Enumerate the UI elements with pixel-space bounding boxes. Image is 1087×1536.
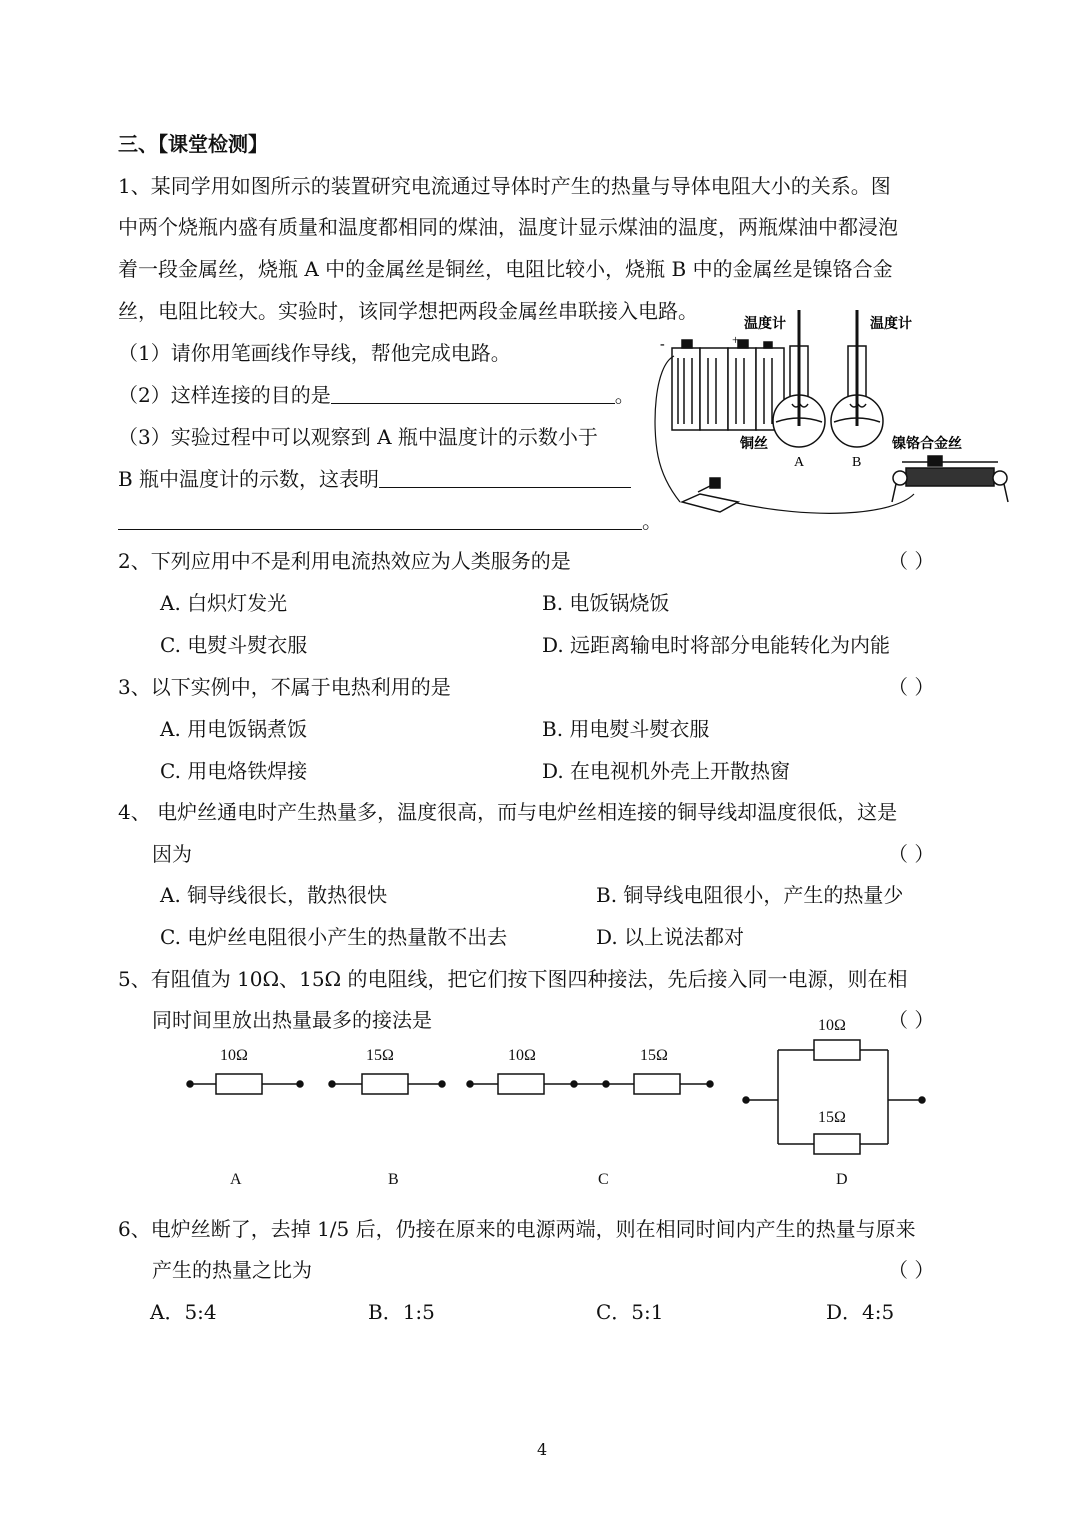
q1-sub-3a: （3）实验过程中可以观察到 A 瓶中温度计的示数小于 xyxy=(118,425,598,449)
q3-option-d[interactable]: D. 在电视机外壳上开散热窗 xyxy=(542,759,791,783)
q3-answer-paren[interactable]: （ ） xyxy=(888,675,935,699)
q4-option-a[interactable]: A. 铜导线很长，散热很快 xyxy=(160,883,388,907)
circuit-b xyxy=(329,1074,445,1094)
q4-option-c[interactable]: C. 电炉丝电阻很小产生的热量散不出去 xyxy=(160,925,508,949)
battery-minus-label: - xyxy=(660,337,665,352)
q3-option-b[interactable]: B. 用电熨斗熨衣服 xyxy=(542,717,710,741)
battery-icon xyxy=(672,340,784,430)
q5-circuits-figure xyxy=(170,1010,950,1195)
q5-stem-line-1: 5、有阻值为 10Ω、15Ω 的电阻线，把它们按下图四种接法，先后接入同一电源，则在相 xyxy=(118,967,908,991)
circuit-d-label: D xyxy=(836,1171,848,1188)
q6-stem-line-1: 6、电炉丝断了，去掉 1/5 后，仍接在原来的电源两端，则在相同时间内产生的热量与原来 xyxy=(118,1217,916,1241)
q1-sub-2-end: 。 xyxy=(614,383,635,407)
circuit-a-label: A xyxy=(230,1171,242,1188)
q2-option-a[interactable]: A. 白炽灯发光 xyxy=(160,591,288,615)
circuit-a xyxy=(187,1074,303,1094)
q6-answer-paren[interactable]: （ ） xyxy=(888,1258,935,1282)
q2-option-b[interactable]: B. 电饭锅烧饭 xyxy=(542,591,670,615)
q5-answer-paren[interactable]: （ ） xyxy=(888,1008,935,1032)
circuit-c xyxy=(467,1074,713,1094)
circuit-c-resistor-2-label: 15Ω xyxy=(640,1047,668,1064)
circuit-d-resistor-1-label: 10Ω xyxy=(818,1017,846,1034)
rheostat-icon xyxy=(892,456,1008,502)
q1-sub-2-text: （2）这样连接的目的是 xyxy=(118,383,331,407)
q6-option-b[interactable]: B．1:5 xyxy=(368,1300,435,1324)
battery-plus-label: + xyxy=(732,332,740,347)
wire-bottom xyxy=(732,494,914,513)
q4-stem-line-1: 4、 电炉丝通电时产生热量多，温度很高，而与电炉丝相连接的铜导线却温度很低，这是 xyxy=(118,800,898,824)
q1-sub-3b-text: B 瓶中温度计的示数，这表明 xyxy=(118,467,380,491)
copper-wire-label: 铜丝 xyxy=(740,437,768,452)
q4-option-b[interactable]: B. 铜导线电阻很小，产生的热量少 xyxy=(596,883,904,907)
section-title: 三、【课堂检测】 xyxy=(118,132,268,156)
circuit-c-label: C xyxy=(598,1171,609,1188)
q1-apparatus-figure xyxy=(652,306,1014,528)
q1-sub-3-end: 。 xyxy=(642,509,662,533)
q1-line-4: 丝，电阻比较大。实验时，该同学想把两段金属丝串联接入电路。 xyxy=(118,299,698,323)
circuit-b-resistor-label: 15Ω xyxy=(366,1047,394,1064)
q3-stem: 3、以下实例中，不属于电热利用的是 xyxy=(118,675,451,699)
q1-line-1: 1、某同学用如图所示的装置研究电流通过导体时产生的热量与导体电阻大小的关系。图 xyxy=(118,174,891,198)
flask-b-label: B xyxy=(852,455,862,470)
q2-answer-paren[interactable]: （ ） xyxy=(888,549,935,573)
circuit-d-resistor-2-label: 15Ω xyxy=(818,1109,846,1126)
q2-option-d[interactable]: D. 远距离输电时将部分电能转化为内能 xyxy=(542,633,891,657)
thermometer-left-label: 温度计 xyxy=(744,317,786,332)
q1-answer-blank-3a[interactable] xyxy=(379,467,631,488)
q1-line-3: 着一段金属丝，烧瓶 A 中的金属丝是铜丝，电阻比较小，烧瓶 B 中的金属丝是镍铬合金 xyxy=(118,257,893,281)
circuit-b-label: B xyxy=(388,1171,399,1188)
circuit-d xyxy=(743,1040,925,1154)
switch-icon xyxy=(682,478,738,512)
q6-stem-line-2: 产生的热量之比为 xyxy=(152,1258,312,1282)
q1-line-2: 中两个烧瓶内盛有质量和温度都相同的煤油，温度计显示煤油的温度，两瓶煤油中都浸泡 xyxy=(118,215,898,239)
q3-option-a[interactable]: A. 用电饭锅煮饭 xyxy=(160,717,308,741)
q6-option-a[interactable]: A．5:4 xyxy=(150,1300,217,1324)
q1-sub-3b xyxy=(118,465,631,493)
q6-option-c[interactable]: C．5:1 xyxy=(596,1300,664,1324)
q6-option-d[interactable]: D．4:5 xyxy=(826,1300,895,1324)
q1-sub-2 xyxy=(118,381,635,409)
q1-sub-1: （1）请你用笔画线作导线，帮他完成电路。 xyxy=(118,341,511,365)
q2-option-c[interactable]: C. 电熨斗熨衣服 xyxy=(160,633,308,657)
q1-answer-blank-3b[interactable] xyxy=(118,509,642,530)
circuit-c-resistor-1-label: 10Ω xyxy=(508,1047,536,1064)
q4-answer-paren[interactable]: （ ） xyxy=(888,842,935,866)
q4-stem-line-2: 因为 xyxy=(152,842,192,866)
q1-sub-3c xyxy=(118,507,662,535)
q2-stem: 2、下列应用中不是利用电流热效应为人类服务的是 xyxy=(118,549,571,573)
q3-option-c[interactable]: C. 用电烙铁焊接 xyxy=(160,759,308,783)
nichrome-wire-label: 镍铬合金丝 xyxy=(892,437,962,452)
circuit-a-resistor-label: 10Ω xyxy=(220,1047,248,1064)
q4-option-d[interactable]: D. 以上说法都对 xyxy=(596,925,745,949)
page-number: 4 xyxy=(537,1440,548,1459)
q5-stem-line-2: 同时间里放出热量最多的接法是 xyxy=(152,1008,432,1032)
flask-a-label: A xyxy=(794,455,805,470)
q1-answer-blank-2[interactable] xyxy=(331,383,615,404)
thermometer-right-label: 温度计 xyxy=(870,317,912,332)
